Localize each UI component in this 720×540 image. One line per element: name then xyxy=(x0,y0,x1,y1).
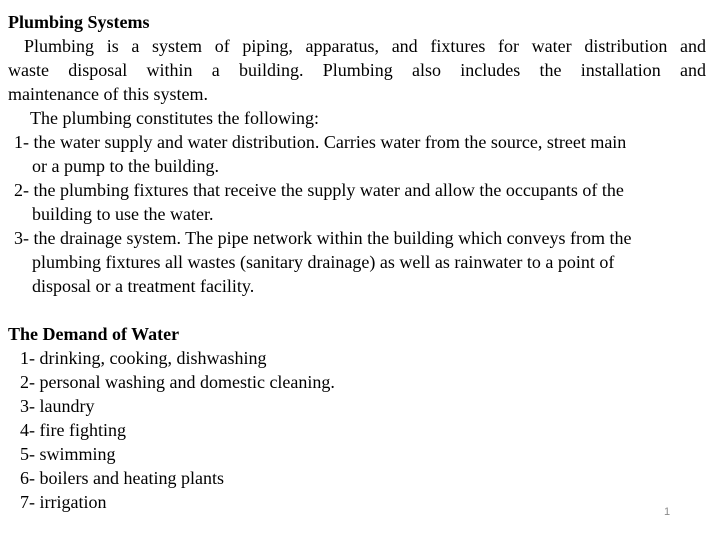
intro-paragraph-line-1: Plumbing is a system of piping, apparatus, and fixtures for water distribution and xyxy=(24,36,706,56)
section-heading-demand-of-water: The Demand of Water xyxy=(8,324,180,344)
list-item: 3- laundry xyxy=(20,396,95,416)
list-item: 4- fire fighting xyxy=(20,420,126,440)
lead-in-text: The plumbing constitutes the following: xyxy=(30,108,319,128)
list-item-continuation: plumbing fixtures all wastes (sanitary drainage) as well as rainwater to a point of xyxy=(32,252,615,272)
list-item: 6- boilers and heating plants xyxy=(20,468,224,488)
list-item: 1- the water supply and water distribution. Carries water from the source, street main xyxy=(14,132,627,152)
section-heading-plumbing-systems: Plumbing Systems xyxy=(8,12,150,32)
page-number: 1 xyxy=(664,506,671,518)
list-item: 1- drinking, cooking, dishwashing xyxy=(20,348,267,368)
list-item: 2- the plumbing fixtures that receive the supply water and allow the occupants of the xyxy=(14,180,624,200)
list-item-continuation: disposal or a treatment facility. xyxy=(32,276,255,296)
list-item-continuation: building to use the water. xyxy=(32,204,214,224)
list-item: 7- irrigation xyxy=(20,492,107,512)
intro-paragraph-line-3: maintenance of this system. xyxy=(8,84,208,104)
intro-paragraph-line-2: waste disposal within a building. Plumbing also includes the installation and xyxy=(8,60,706,80)
list-item: 2- personal washing and domestic cleaning. xyxy=(20,372,335,392)
list-item-continuation: or a pump to the building. xyxy=(32,156,219,176)
list-item: 3- the drainage system. The pipe network within the building which conveys from the xyxy=(14,228,632,248)
list-item: 5- swimming xyxy=(20,444,116,464)
